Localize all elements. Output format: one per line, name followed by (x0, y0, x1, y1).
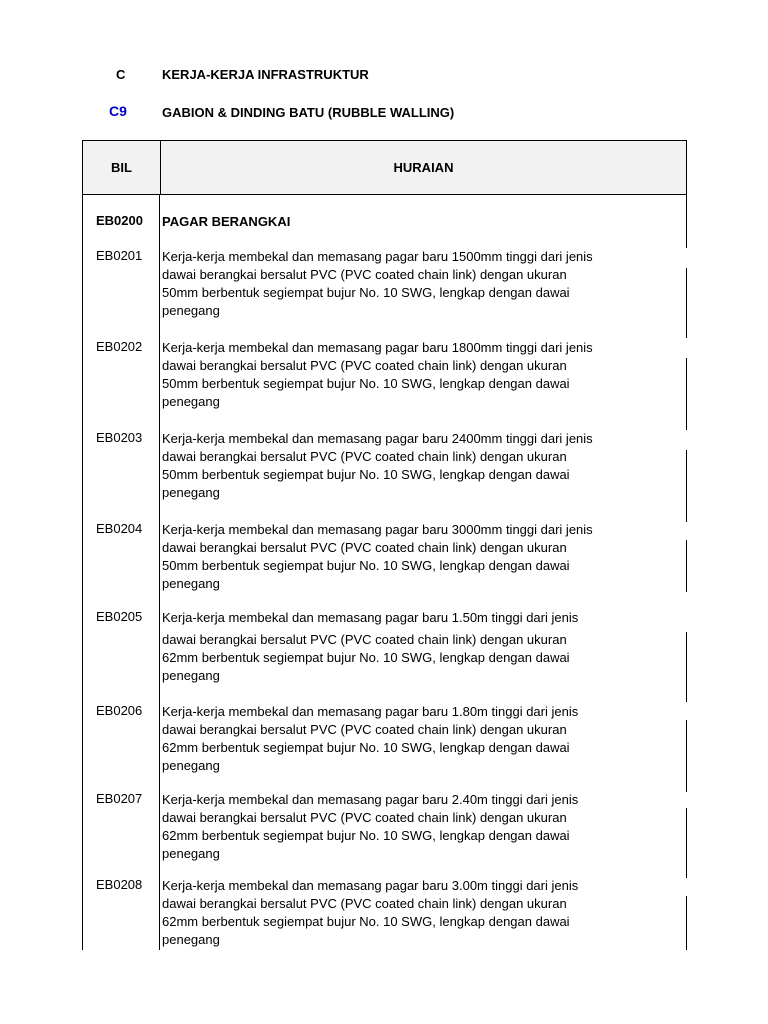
section-title: KERJA-KERJA INFRASTRUKTUR (162, 67, 369, 82)
section-heading (0, 67, 768, 87)
item-description: Kerja-kerja membekal dan memasang pagar baru 2.40m tinggi dari jenis dawai berangkai bersalut PVC (PVC coated chain link) dengan ukuran 62mm berbentuk segiempat bujur No. 10 SWG, lengkap dengan dawai penegang (162, 792, 579, 861)
item-code: EB0203 (96, 430, 143, 445)
right-border-segment (686, 194, 687, 248)
section-code: C (116, 67, 126, 82)
item-description: Kerja-kerja membekal dan memasang pagar baru 1.50m tinggi dari jenis dawai berangkai bersalut PVC (PVC coated chain link) dengan ukuran 62mm berbentuk segiempat bujur No. 10 SWG, lengkap dengan dawai penegang (162, 610, 579, 683)
table-header (82, 140, 687, 195)
item-description: Kerja-kerja membekal dan memasang pagar baru 1800mm tinggi dari jenis dawai berangkai bersalut PVC (PVC coated chain link) dengan ukuran 50mm berbentuk segiempat bujur No. 10 SWG, lengkap dengan dawai penegang (162, 340, 593, 409)
column-divider (159, 194, 160, 950)
item-code: EB0206 (96, 703, 143, 718)
right-border-segment (686, 450, 687, 522)
header-huraian: HURAIAN (393, 160, 454, 175)
item-code: EB0208 (96, 877, 143, 892)
item-description: Kerja-kerja membekal dan memasang pagar baru 2400mm tinggi dari jenis dawai berangkai bersalut PVC (PVC coated chain link) dengan ukuran 50mm berbentuk segiempat bujur No. 10 SWG, lengkap dengan dawai penegang (162, 431, 593, 500)
subsection-heading (0, 105, 768, 125)
header-bil: BIL (83, 141, 161, 194)
item-code: EB0207 (96, 791, 143, 806)
item-description: Kerja-kerja membekal dan memasang pagar baru 1500mm tinggi dari jenis dawai berangkai bersalut PVC (PVC coated chain link) dengan ukuran 50mm berbentuk segiempat bujur No. 10 SWG, lengkap dengan dawai penegang (162, 249, 593, 318)
item-description: Kerja-kerja membekal dan memasang pagar baru 3.00m tinggi dari jenis dawai berangkai bersalut PVC (PVC coated chain link) dengan ukuran 62mm berbentuk segiempat bujur No. 10 SWG, lengkap dengan dawai penegang (162, 878, 579, 947)
table-left-border (82, 194, 83, 950)
group-code: EB0200 (96, 213, 143, 228)
subsection-title: GABION & DINDING BATU (RUBBLE WALLING) (162, 105, 455, 120)
right-border-segment (686, 808, 687, 878)
item-description: Kerja-kerja membekal dan memasang pagar baru 3000mm tinggi dari jenis dawai berangkai bersalut PVC (PVC coated chain link) dengan ukuran 50mm berbentuk segiempat bujur No. 10 SWG, lengkap dengan dawai penegang (162, 522, 593, 591)
item-code: EB0202 (96, 339, 143, 354)
item-code: EB0201 (96, 248, 143, 263)
right-border-segment (686, 358, 687, 430)
subsection-code: C9 (109, 103, 127, 119)
right-border-segment (686, 268, 687, 338)
right-border-segment (686, 896, 687, 950)
group-title: PAGAR BERANGKAI (162, 214, 291, 229)
right-border-segment (686, 632, 687, 702)
item-code: EB0204 (96, 521, 143, 536)
item-table (82, 140, 687, 950)
item-description: Kerja-kerja membekal dan memasang pagar baru 1.80m tinggi dari jenis dawai berangkai bersalut PVC (PVC coated chain link) dengan ukuran 62mm berbentuk segiempat bujur No. 10 SWG, lengkap dengan dawai penegang (162, 704, 579, 773)
right-border-segment (686, 720, 687, 792)
item-code: EB0205 (96, 609, 143, 624)
right-border-segment (686, 540, 687, 592)
